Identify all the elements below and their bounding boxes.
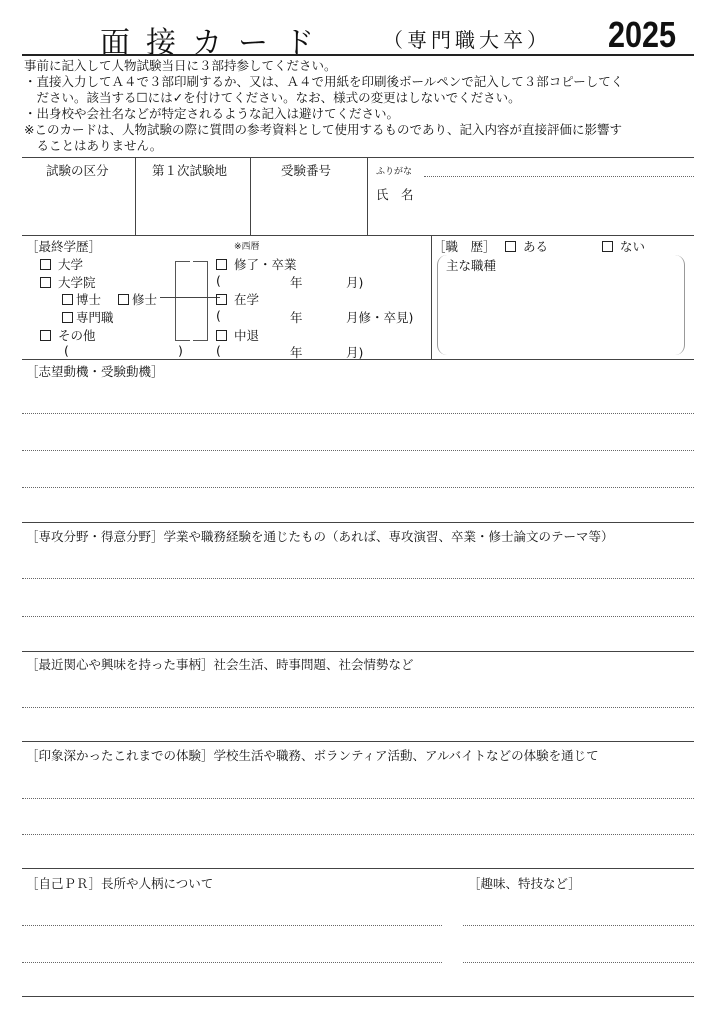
checkbox[interactable] [505,241,516,252]
paren: ( [216,273,221,288]
date-row-3[interactable] [216,343,364,360]
motivation-line[interactable] [22,450,694,451]
option-label: その他 [57,328,96,343]
table-bottom-rule [22,359,694,360]
option-university[interactable] [40,255,83,273]
hobby-line[interactable] [463,925,694,926]
furigana-label: ふりがな [376,167,413,177]
checkbox[interactable] [40,330,51,341]
self-pr-line[interactable] [22,962,442,963]
status-withdrawn[interactable] [216,326,259,344]
instruction-line: ・出身校や会社名などが特定されるような記入は避けてください。 [24,106,400,121]
instruction-line: ・直接入力してＡ４で３部印刷するか、又は、Ａ４で用紙を印刷後ボールペンで記入して３部コピーしてく [24,74,624,89]
checkbox[interactable] [216,330,227,341]
bracket-left [175,261,190,341]
major-header: ［専攻分野・得意分野］学業や職務経験を通じたもの（あれば、専攻演習、卒業・修士論文のテーマ等） [26,529,614,544]
motivation-header: ［志望動機・受験動機］ [26,364,164,379]
option-master[interactable] [118,290,157,308]
option-label: 在学 [233,292,259,307]
checkbox[interactable] [118,294,129,305]
checkbox[interactable] [62,294,73,305]
exam-category-label: 試験の区分 [46,163,109,178]
section-rule [22,651,694,652]
option-label: ない [619,239,645,254]
option-label: 博士 [76,292,102,307]
exam-site-field[interactable] [138,178,248,233]
year-unit: 年 [290,345,303,360]
furigana-field[interactable] [424,176,694,177]
date-row-1[interactable] [216,273,364,290]
checkbox[interactable] [602,241,613,252]
education-header: ［最終学歴］ [26,239,102,254]
option-label: 修士 [132,292,158,307]
month-unit: 月修・卒見) [346,310,414,325]
option-other[interactable] [40,326,96,344]
date-row-2[interactable] [216,308,414,325]
exam-number-field[interactable] [253,178,365,233]
option-doctor[interactable] [62,290,101,308]
instructions [24,58,696,154]
month-unit: 月) [346,345,364,360]
checkbox[interactable] [216,294,227,305]
other-school-field[interactable] [74,343,174,358]
name-field[interactable] [420,180,690,230]
card-year: 2025 [608,14,677,55]
section-rule [22,522,694,523]
section-rule [22,741,694,742]
instruction-line: ることはありません。 [24,138,163,153]
interest-line[interactable] [22,707,694,708]
option-label: ある [522,239,548,254]
checkbox[interactable] [40,277,51,288]
cell-divider [367,157,368,235]
major-line[interactable] [22,616,694,617]
paren: ( [216,343,221,358]
bracket-right [193,261,208,341]
section-rule [22,868,694,869]
seireki-note: ※西暦 [234,242,260,252]
cell-divider [250,157,251,235]
status-enrolled[interactable] [216,290,259,308]
motivation-line[interactable] [22,487,694,488]
exam-category-field[interactable] [24,178,132,233]
option-professional[interactable] [62,308,114,326]
checkbox[interactable] [216,259,227,270]
instruction-line: ※このカードは、人物試験の際に質問の参考資料として使用するものであり、記入内容が直接評価に影響す [24,122,622,137]
work-yes-option[interactable] [505,237,548,255]
bracket-connector [160,297,220,298]
main-job-label: 主な職種 [446,258,497,273]
hobby-line[interactable] [463,962,694,963]
experience-line[interactable] [22,798,694,799]
experience-header: ［印象深かったこれまでの体験］学校生活や職務、ボランティア活動、アルバイトなどの体験を通じて [26,748,599,763]
exam-number-label: 受験番号 [281,163,332,178]
work-no-option[interactable] [602,237,645,255]
option-label: 大学 [57,257,83,272]
year-unit: 年 [290,310,303,325]
bottom-rule [22,996,694,997]
instruction-line: 事前に記入して人物試験当日に３部持参してください。 [24,58,337,73]
table-top-rule [22,157,694,158]
status-graduated[interactable] [216,255,297,273]
checkbox[interactable] [40,259,51,270]
option-graduate-school[interactable] [40,273,96,291]
work-header: ［職 歴］ [433,239,496,254]
instruction-line: ださい。該当する☐には✓を付けてください。なお、様式の変更はしないでください。 [24,90,521,105]
name-label: 氏 名 [376,187,414,202]
exam-site-label: 第１次試験地 [152,163,228,178]
other-paren-open: ( [64,343,69,358]
paren: ( [216,308,221,323]
interest-header: ［最近関心や興味を持った事柄］社会生活、時事問題、社会情勢など [26,657,414,672]
option-label: 専門職 [76,310,114,325]
card-subtitle: （専門職大卒） [383,28,551,52]
cell-divider [431,235,432,359]
cell-divider [135,157,136,235]
motivation-line[interactable] [22,413,694,414]
header-rule [22,54,694,56]
hobby-header: ［趣味、特技など］ [468,876,581,891]
card-title: 面接カード [100,26,330,61]
option-label: 修了・卒業 [233,257,297,272]
major-line[interactable] [22,578,694,579]
experience-line[interactable] [22,834,694,835]
table-mid-rule [22,235,694,236]
option-label: 大学院 [57,275,96,290]
month-unit: 月) [346,275,364,290]
year-unit: 年 [290,275,303,290]
checkbox[interactable] [62,312,73,323]
option-label: 中退 [233,328,259,343]
other-paren-close: ) [178,343,183,358]
self-pr-header: ［自己ＰＲ］長所や人柄について [26,876,214,891]
self-pr-line[interactable] [22,925,442,926]
